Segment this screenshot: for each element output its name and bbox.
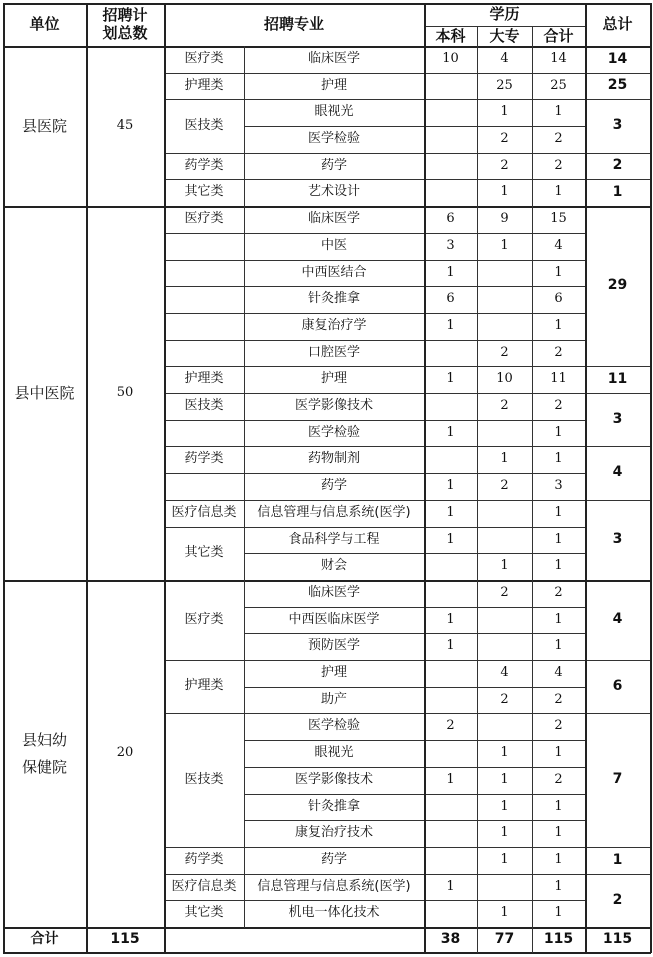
college-count: 2 xyxy=(500,157,509,173)
college-count xyxy=(477,500,532,527)
major-cell: 护理 xyxy=(320,77,347,93)
subtotal-count: 1 xyxy=(554,878,563,894)
subtotal-count: 3 xyxy=(554,478,563,494)
bachelor-count: 1 xyxy=(446,478,455,494)
major-cell: 临床医学 xyxy=(307,211,360,227)
subtotal-count: 15 xyxy=(550,211,567,227)
college-count: 1 xyxy=(500,184,509,200)
bachelor-count xyxy=(424,687,477,713)
total-count: 3 xyxy=(612,117,623,134)
subtotal-count: 2 xyxy=(554,398,563,414)
category-cell: 其它类 xyxy=(184,545,224,561)
college-count: 1 xyxy=(500,905,509,921)
college-count xyxy=(477,527,532,553)
grand-plan: 115 xyxy=(110,930,140,947)
bachelor-count xyxy=(424,660,477,687)
header-college: 大专 xyxy=(489,26,520,45)
major-cell: 药学 xyxy=(320,478,347,494)
college-count xyxy=(477,313,532,340)
college-count xyxy=(477,874,532,900)
college-count: 1 xyxy=(500,825,509,841)
category-cell xyxy=(164,233,244,260)
grid-line xyxy=(164,3,166,953)
subtotal-count: 14 xyxy=(550,51,567,67)
major-cell: 药学 xyxy=(320,157,347,173)
total-count: 7 xyxy=(612,771,623,788)
college-count: 1 xyxy=(500,798,509,814)
category-cell: 其它类 xyxy=(184,184,224,200)
category-cell: 医疗信息类 xyxy=(171,505,237,521)
bachelor-count: 1 xyxy=(446,772,455,788)
bachelor-count xyxy=(424,740,477,767)
unit-name: 县医院 xyxy=(21,116,67,135)
college-count xyxy=(477,633,532,660)
grid-line xyxy=(3,952,651,954)
major-cell: 机电一体化技术 xyxy=(288,905,380,921)
category-cell: 医疗信息类 xyxy=(171,878,237,894)
total-count: 6 xyxy=(612,677,623,694)
plan-total: 20 xyxy=(116,745,134,761)
header-total: 总计 xyxy=(602,15,633,34)
category-cell: 医技类 xyxy=(184,771,224,787)
major-cell: 医学检验 xyxy=(307,718,360,734)
grand-subtotal: 115 xyxy=(543,930,574,947)
major-cell: 医学检验 xyxy=(307,131,360,147)
major-cell: 临床医学 xyxy=(307,51,360,67)
subtotal-count: 1 xyxy=(554,104,563,120)
college-count: 25 xyxy=(496,77,513,93)
major-cell: 信息管理与信息系统(医学) xyxy=(257,505,411,521)
subtotal-count: 2 xyxy=(554,131,563,147)
major-cell: 财会 xyxy=(320,558,347,574)
category-cell: 护理类 xyxy=(184,678,224,694)
total-count: 14 xyxy=(607,50,628,67)
unit-name xyxy=(3,580,86,927)
grid-line xyxy=(3,3,5,953)
grid-line xyxy=(424,3,426,953)
grid-line xyxy=(3,3,651,5)
total-count: 2 xyxy=(612,157,623,174)
grand-total: 115 xyxy=(602,930,633,947)
college-count: 2 xyxy=(500,344,509,360)
bachelor-count: 1 xyxy=(446,264,455,280)
category-cell xyxy=(164,340,244,366)
grid-line xyxy=(164,73,245,74)
grid-line xyxy=(164,260,245,261)
subtotal-count: 2 xyxy=(554,157,563,173)
subtotal-count: 2 xyxy=(554,772,563,788)
grid-line xyxy=(164,473,245,474)
college-count: 2 xyxy=(500,131,509,147)
header-subtotal: 合计 xyxy=(543,26,574,45)
bachelor-count: 1 xyxy=(446,371,455,387)
grid-line xyxy=(164,847,245,848)
college-count: 1 xyxy=(500,745,509,761)
bachelor-count: 3 xyxy=(446,238,455,254)
college-count: 1 xyxy=(500,238,509,254)
college-count: 4 xyxy=(500,51,509,67)
unit-name-line: 保健院 xyxy=(21,757,67,776)
subtotal-count: 2 xyxy=(554,344,563,360)
college-count: 2 xyxy=(500,585,509,601)
grid-line xyxy=(164,500,245,501)
major-cell: 护理 xyxy=(320,371,347,387)
college-count: 1 xyxy=(500,104,509,120)
major-cell: 艺术设计 xyxy=(307,184,360,200)
college-count: 2 xyxy=(500,478,509,494)
category-cell: 医疗类 xyxy=(184,211,224,227)
subtotal-count: 1 xyxy=(554,638,563,654)
grand-label: 合计 xyxy=(30,930,59,947)
subtotal-count: 1 xyxy=(554,611,563,627)
total-count: 11 xyxy=(607,370,628,387)
college-count: 4 xyxy=(500,665,509,681)
major-cell: 中西医临床医学 xyxy=(288,611,380,627)
category-cell: 医技类 xyxy=(184,117,224,133)
bachelor-count xyxy=(424,847,477,874)
grid-line xyxy=(164,179,245,180)
grid-line xyxy=(86,3,88,953)
bachelor-count xyxy=(424,393,477,420)
unit-name-line: 县妇幼 xyxy=(21,731,67,749)
bachelor-count: 1 xyxy=(446,638,455,654)
total-count: 3 xyxy=(612,410,623,427)
major-cell: 中医 xyxy=(320,238,347,254)
subtotal-count: 6 xyxy=(554,291,563,307)
grid-line xyxy=(164,420,245,421)
grid-line xyxy=(164,900,245,901)
college-count: 2 xyxy=(500,691,509,707)
bachelor-count xyxy=(424,99,477,126)
college-count xyxy=(477,260,532,286)
college-count: 2 xyxy=(500,398,509,414)
category-cell: 医疗类 xyxy=(184,611,224,627)
college-count xyxy=(477,420,532,446)
category-cell xyxy=(164,260,244,286)
header-bachelor: 本科 xyxy=(435,26,466,45)
bachelor-count: 10 xyxy=(442,51,459,67)
subtotal-count: 2 xyxy=(554,718,563,734)
category-cell: 医技类 xyxy=(184,398,224,414)
subtotal-count: 1 xyxy=(554,424,563,440)
bachelor-count xyxy=(424,153,477,179)
bachelor-count: 1 xyxy=(446,505,455,521)
major-cell: 针灸推拿 xyxy=(307,798,360,814)
category-cell: 其它类 xyxy=(184,905,224,921)
major-cell: 口腔医学 xyxy=(307,344,360,360)
header-unit: 单位 xyxy=(29,15,60,34)
category-cell xyxy=(164,286,244,313)
grand-empty xyxy=(164,927,424,952)
major-cell: 食品科学与工程 xyxy=(288,531,380,547)
total-count: 1 xyxy=(612,851,623,868)
grid-line xyxy=(650,3,652,953)
subtotal-count: 1 xyxy=(554,318,563,334)
subtotal-count: 4 xyxy=(554,238,563,254)
category-cell: 药学类 xyxy=(184,157,224,173)
grid-line xyxy=(424,26,586,27)
total-count: 29 xyxy=(607,277,628,294)
grid-line xyxy=(164,366,245,367)
subtotal-count: 2 xyxy=(554,691,563,707)
college-count: 1 xyxy=(500,451,509,467)
header-plan-total: 招聘计划总数 xyxy=(102,6,148,42)
category-cell: 医疗类 xyxy=(184,51,224,67)
unit-name: 县中医院 xyxy=(14,383,75,402)
college-count: 1 xyxy=(500,772,509,788)
category-cell: 药学类 xyxy=(184,451,224,467)
major-cell: 临床医学 xyxy=(307,585,360,601)
bachelor-count: 1 xyxy=(446,878,455,894)
college-count: 9 xyxy=(500,211,509,227)
major-cell: 药学 xyxy=(320,852,347,868)
major-cell: 信息管理与信息系统(医学) xyxy=(257,878,411,894)
college-count: 1 xyxy=(500,852,509,868)
major-cell: 医学影像技术 xyxy=(294,398,373,414)
subtotal-count: 1 xyxy=(554,505,563,521)
bachelor-count xyxy=(424,179,477,206)
bachelor-count xyxy=(424,900,477,927)
bachelor-count: 1 xyxy=(446,318,455,334)
bachelor-count: 6 xyxy=(446,291,455,307)
category-cell xyxy=(164,473,244,500)
bachelor-count: 1 xyxy=(446,424,455,440)
total-count: 3 xyxy=(612,531,623,548)
category-cell: 药学类 xyxy=(184,852,224,868)
subtotal-count: 1 xyxy=(554,184,563,200)
subtotal-count: 1 xyxy=(554,852,563,868)
grand-college: 77 xyxy=(494,930,515,947)
grid-line xyxy=(164,313,245,314)
bachelor-count xyxy=(424,794,477,820)
major-cell: 康复治疗技术 xyxy=(294,825,373,841)
bachelor-count xyxy=(424,340,477,366)
major-cell: 药物制剂 xyxy=(307,451,360,467)
subtotal-count: 1 xyxy=(554,264,563,280)
grid-line xyxy=(585,3,587,953)
subtotal-count: 1 xyxy=(554,531,563,547)
total-count: 4 xyxy=(612,464,623,481)
grid-line xyxy=(164,153,245,154)
subtotal-count: 1 xyxy=(554,745,563,761)
college-count xyxy=(477,713,532,740)
grid-line xyxy=(3,46,651,48)
major-cell: 中西医结合 xyxy=(301,264,367,280)
category-cell: 护理类 xyxy=(184,77,224,93)
total-count: 2 xyxy=(612,891,623,908)
major-cell: 眼视光 xyxy=(314,745,354,761)
bachelor-count: 6 xyxy=(446,211,455,227)
subtotal-count: 11 xyxy=(550,371,567,387)
major-cell: 康复治疗学 xyxy=(301,318,367,334)
plan-total: 45 xyxy=(116,117,134,133)
major-cell: 预防医学 xyxy=(307,638,360,654)
plan-total: 50 xyxy=(116,384,134,400)
header-education: 学历 xyxy=(489,5,520,24)
grid-line xyxy=(477,26,478,953)
bachelor-count xyxy=(424,580,477,607)
category-cell xyxy=(164,420,244,446)
bachelor-count: 2 xyxy=(446,718,455,734)
major-cell: 医学影像技术 xyxy=(294,772,373,788)
total-count: 4 xyxy=(612,611,623,628)
college-count: 1 xyxy=(500,558,509,574)
total-count: 25 xyxy=(607,77,628,94)
grid-line xyxy=(164,713,245,714)
subtotal-count: 1 xyxy=(554,825,563,841)
grid-line xyxy=(164,233,245,234)
grid-line xyxy=(164,446,245,447)
grid-line xyxy=(164,99,245,100)
header-major: 招聘专业 xyxy=(263,15,324,34)
grand-bachelor: 38 xyxy=(440,930,461,947)
bachelor-count xyxy=(424,126,477,153)
major-cell: 针灸推拿 xyxy=(307,291,360,307)
bachelor-count xyxy=(424,553,477,580)
subtotal-count: 1 xyxy=(554,905,563,921)
grid-line xyxy=(164,660,245,661)
grid-line xyxy=(532,26,533,953)
grid-line xyxy=(244,46,245,928)
subtotal-count: 2 xyxy=(554,585,563,601)
bachelor-count xyxy=(424,446,477,473)
bachelor-count: 1 xyxy=(446,531,455,547)
bachelor-count: 1 xyxy=(446,611,455,627)
category-cell xyxy=(164,313,244,340)
subtotal-count: 25 xyxy=(550,77,567,93)
major-cell: 护理 xyxy=(320,665,347,681)
subtotal-count: 1 xyxy=(554,558,563,574)
grid-line xyxy=(164,874,245,875)
major-cell: 医学检验 xyxy=(307,424,360,440)
grid-line xyxy=(164,393,245,394)
bachelor-count xyxy=(424,820,477,847)
grid-line xyxy=(164,527,245,528)
total-count: 1 xyxy=(612,183,623,200)
subtotal-count: 4 xyxy=(554,665,563,681)
subtotal-count: 1 xyxy=(554,798,563,814)
college-count xyxy=(477,286,532,313)
grid-line xyxy=(164,340,245,341)
major-cell: 助产 xyxy=(320,691,347,707)
category-cell: 护理类 xyxy=(184,371,224,387)
college-count xyxy=(477,607,532,633)
subtotal-count: 1 xyxy=(554,451,563,467)
bachelor-count xyxy=(424,73,477,99)
college-count: 10 xyxy=(496,371,513,387)
grid-line xyxy=(164,286,245,287)
major-cell: 眼视光 xyxy=(314,104,354,120)
